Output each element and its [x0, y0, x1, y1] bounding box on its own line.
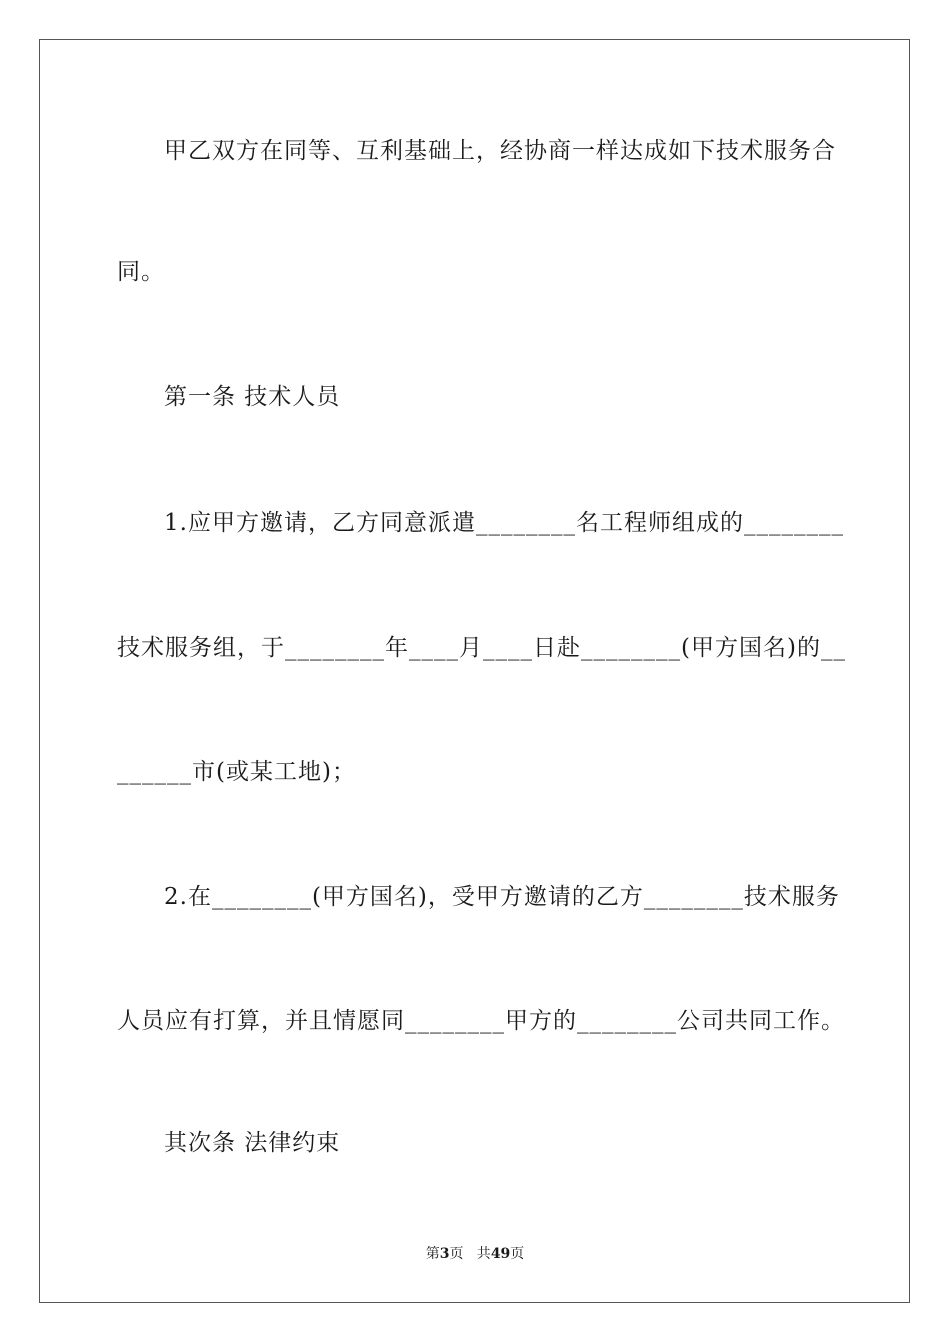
footer-mid: 页 共	[449, 1246, 491, 1262]
article-1-heading: 第一条 技术人员	[164, 384, 341, 410]
page-border	[39, 39, 910, 1303]
footer-prefix: 第	[425, 1246, 440, 1262]
article-2-heading: 其次条 法律约束	[164, 1130, 341, 1156]
footer-current-page: 3	[439, 1246, 450, 1262]
paragraph-intro-line-1: 甲乙双方在同等、互利基础上，经协商一样达成如下技术服务合	[164, 138, 836, 164]
footer-total-pages: 49	[490, 1246, 511, 1262]
clause-2-line-2: 人员应有打算，并且情愿同________甲方的________公司共同工作。	[117, 1008, 845, 1034]
footer-suffix: 页	[510, 1246, 525, 1262]
page-footer	[0, 1245, 950, 1263]
clause-1-line-2: 技术服务组，于________年____月____日赴________(甲方国名)的__	[117, 635, 846, 661]
clause-1-line-1: 1.应甲方邀请，乙方同意派遣________名工程师组成的________	[164, 510, 844, 536]
clause-2-line-1: 2.在________(甲方国名)，受甲方邀请的乙方________技术服务	[164, 884, 840, 910]
paragraph-intro-line-2: 同。	[117, 259, 165, 285]
clause-1-line-3: ______市(或某工地)；	[117, 759, 356, 785]
